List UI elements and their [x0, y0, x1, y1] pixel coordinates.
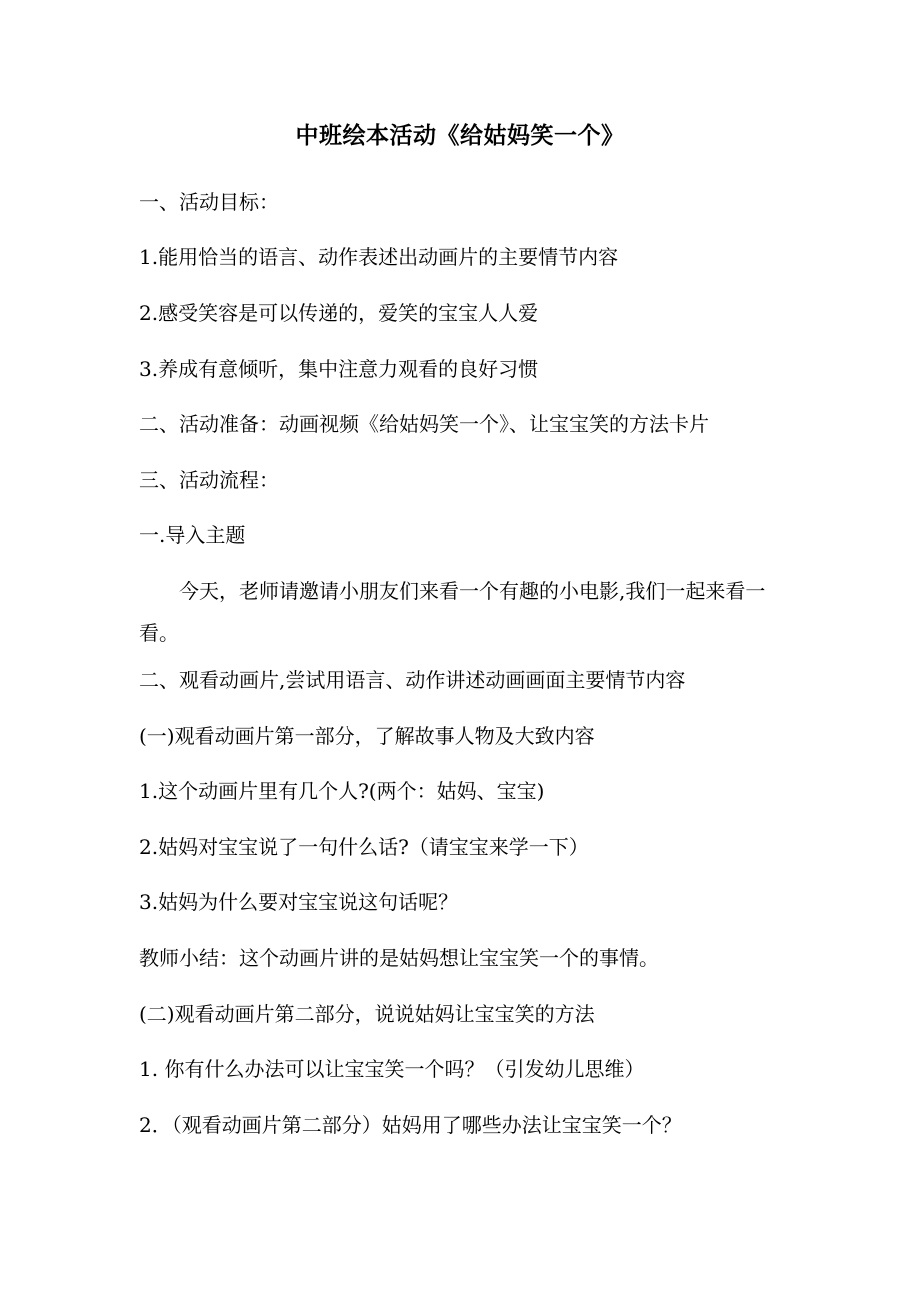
question-item-1: 1.这个动画片里有几个人?(两个：姑妈、宝宝)	[139, 779, 545, 803]
document-title: 中班绘本活动《给姑妈笑一个》	[295, 123, 625, 149]
goal-item-2: 2.感受笑容是可以传递的，爱笑的宝宝人人爱	[139, 301, 539, 325]
section-heading-goals: 一、活动目标：	[139, 190, 279, 214]
goal-item-3: 3.养成有意倾听，集中注意力观看的良好习惯	[139, 357, 539, 381]
step-heading-watch: 二、观看动画片,尝试用语言、动作讲述动画画面主要情节内容	[139, 668, 686, 692]
step-heading-intro: 一.导入主题	[139, 523, 246, 547]
question-item-4: 1. 你有什么办法可以让宝宝笑一个吗？（引发幼儿思维）	[139, 1057, 645, 1081]
subsection-part-two: (二)观看动画片第二部分，说说姑妈让宝宝笑的方法	[139, 1002, 595, 1026]
teacher-summary: 教师小结：这个动画片讲的是姑妈想让宝宝笑一个的事情。	[139, 946, 659, 970]
subsection-part-one: (一)观看动画片第一部分，了解故事人物及大致内容	[139, 724, 595, 748]
question-item-2: 2.姑妈对宝宝说了一句什么话?（请宝宝来学一下）	[139, 835, 589, 859]
question-item-5: 2．（观看动画片第二部分）姑妈用了哪些办法让宝宝笑一个？	[139, 1113, 682, 1137]
goal-item-1: 1.能用恰当的语言、动作表述出动画片的主要情节内容	[139, 245, 619, 269]
intro-paragraph: 今天，老师请邀请小朋友们来看一个有趣的小电影,我们一起来看一看。	[139, 579, 766, 645]
question-item-3: 3.姑妈为什么要对宝宝说这句话呢？	[139, 890, 459, 914]
section-heading-process: 三、活动流程：	[139, 468, 279, 492]
section-heading-preparation: 二、活动准备：动画视频《给姑妈笑一个》、让宝宝笑的方法卡片	[139, 412, 709, 436]
